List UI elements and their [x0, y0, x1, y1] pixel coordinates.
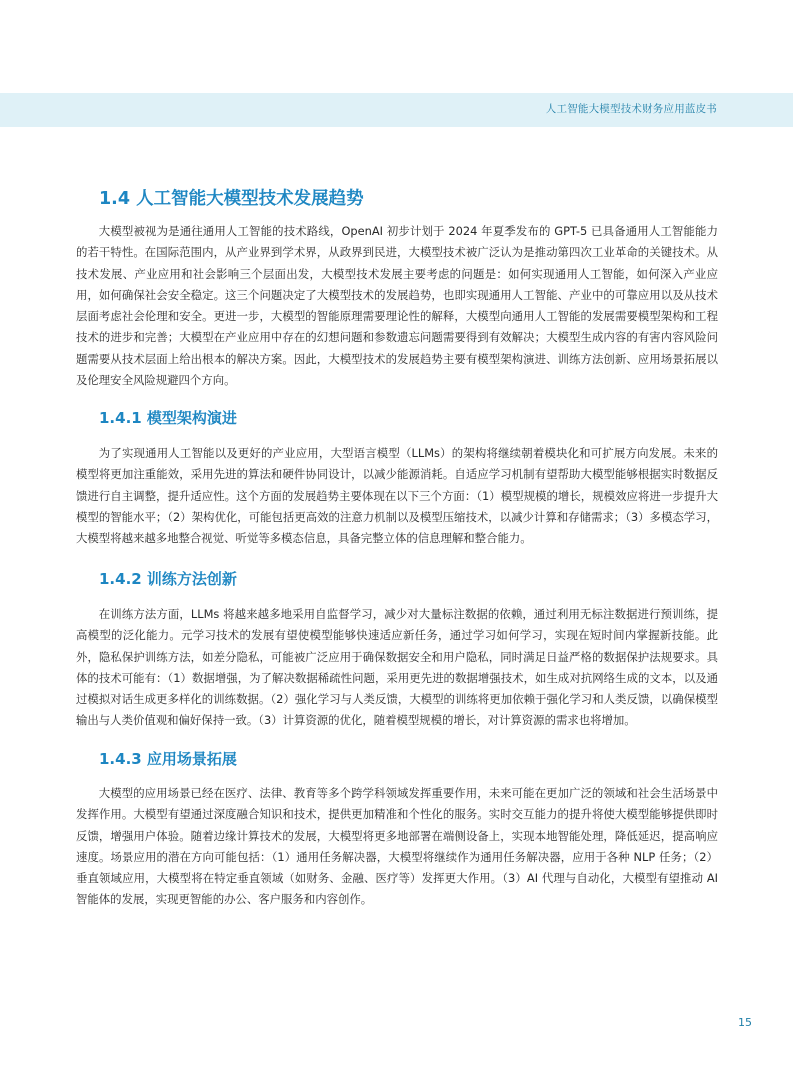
page-number: 15	[738, 1016, 752, 1029]
subsection-title-training-methods: 1.4.2 训练方法创新	[99, 570, 237, 588]
subsection-body-application-scenarios: 大模型的应用场景已经在医疗、法律、教育等多个跨学科领域发挥重要作用，未来可能在更加广泛的领域和社会生活场景中发挥作用。大模型有望通过深度融合知识和技术，提供更加精准和个性化的服务。实时交互能力的提升将使大模型能够提供即时反馈，增强用户体验。随着边缘计算技术的发展，大模型将更多地部署在端侧设备上，实现本地智能处理，降低延迟，提高响应速度。场景应用的潜在方向可能包括：（1）通用任务解决器，大模型将继续作为通用任务解决器，应用于各种 NLP 任务；（2）垂直领域应用，大模型将在特定垂直领域（如财务、金融、医疗等）发挥更大作用。（3）AI 代理与自动化，大模型有望推动 AI 智能体的发展，实现更智能的办公、客户服务和内容创作。	[76, 786, 718, 907]
running-header-title: 人工智能大模型技术财务应用蓝皮书	[545, 103, 717, 115]
subsection-title-application-scenarios: 1.4.3 应用场景拓展	[99, 750, 237, 768]
section-intro-paragraph: 大模型被视为是通往通用人工智能的技术路线，OpenAI 初步计划于 2024 年夏季发布的 GPT-5 已具备通用人工智能能力的若干特性。在国际范围内，从产业界到学术界，从政界到民进，大模型技术被广泛认为是推动第四次工业革命的关键技术。从技术发展、产业应用和社会影响三个层面出发，大模型技术发展主要考虑的问题是：如何实现通用人工智能，如何深入产业应用，如何确保社会安全稳定。这三个问题决定了大模型技术的发展趋势，也即实现通用人工智能、产业中的可靠应用以及从技术层面考虑社会伦理和安全。更进一步，大模型的智能原理需要理论性的解释，大模型向通用人工智能的发展需要模型架构和工程技术的进步和完善；大模型在产业应用中存在的幻想问题和参数遗忘问题需要得到有效解决；大模型生成内容的有害内容风险问题需要从技术层面上给出根本的解决方案。因此，大模型技术的发展趋势主要有模型架构演进、训练方法创新、应用场景拓展以及伦理安全风险规避四个方向。	[76, 224, 718, 388]
subsection-body-model-architecture: 为了实现通用人工智能以及更好的产业应用，大型语言模型（LLMs）的架构将继续朝着模块化和可扩展方向发展。未来的模型将更加注重能效，采用先进的算法和硬件协同设计，以减少能源消耗。自适应学习机制有望帮助大模型能够根据实时数据反馈进行自主调整，提升适应性。这个方面的发展趋势主要体现在以下三个方面：（1）模型规模的增长，规模效应将进一步提升大模型的智能水平；（2）架构优化，可能包括更高效的注意力机制以及模型压缩技术，以减少计算和存储需求；（3）多模态学习，大模型将越来越多地整合视觉、听觉等多模态信息，具备完整立体的信息理解和整合能力。	[76, 446, 718, 546]
subsection-body-training-methods: 在训练方法方面，LLMs 将越来越多地采用自监督学习，减少对大量标注数据的依赖，通过利用无标注数据进行预训练，提高模型的泛化能力。元学习技术的发展有望使模型能够快速适应新任务，通过学习如何学习，实现在短时间内掌握新技能。此外，隐私保护训练方法，如差分隐私，可能被广泛应用于确保数据安全和用户隐私，同时满足日益严格的数据保护法规要求。具体的技术可能有：（1）数据增强，为了解决数据稀疏性问题，采用更先进的数据增强技术，如生成对抗网络生成的文本，以及通过模拟对话生成更多样化的训练数据。（2）强化学习与人类反馈，大模型的训练将更加依赖于强化学习和人类反馈，以确保模型输出与人类价值观和偏好保持一致。（3）计算资源的优化，随着模型规模的增长，对计算资源的需求也将增加。	[76, 607, 718, 728]
subsection-title-model-architecture: 1.4.1 模型架构演进	[99, 409, 237, 427]
section-title: 1.4 人工智能大模型技术发展趋势	[99, 189, 364, 209]
